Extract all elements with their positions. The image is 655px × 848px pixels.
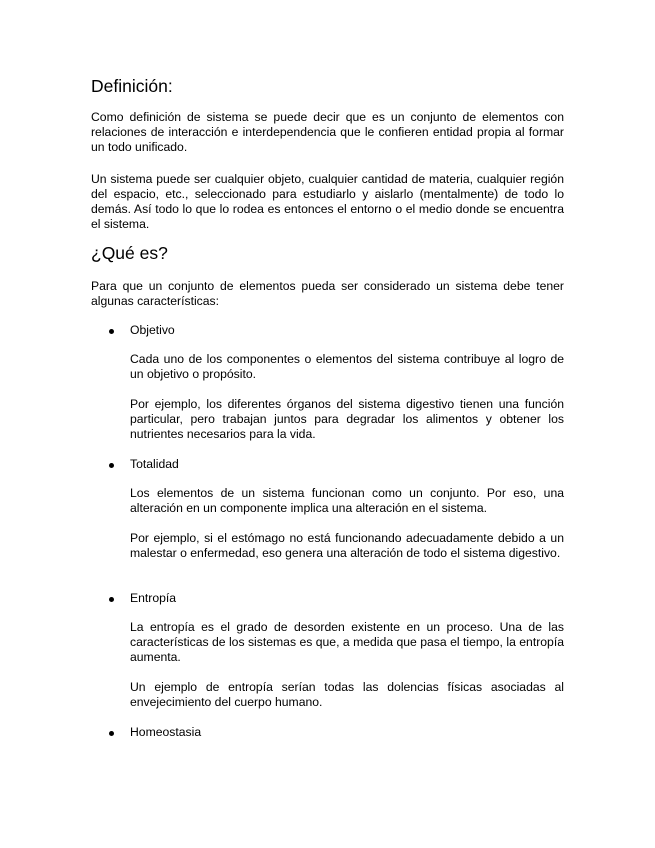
que-es-intro: Para que un conjunto de elementos pueda ser considerado un sistema debe tener algunas características: xyxy=(91,279,564,308)
bullet-icon xyxy=(109,463,114,468)
entropia-paragraph-2: Un ejemplo de entropía serían todas las dolencias físicas asociadas al envejecimiento del cuerpo humano. xyxy=(130,680,564,709)
list-item-label: Homeostasia xyxy=(130,725,202,739)
totalidad-paragraph-2: Por ejemplo, si el estómago no está funcionando adecuadamente debido a un malestar o enfermedad, eso genera una alteración de todo el sistema digestivo. xyxy=(130,531,564,560)
entropia-paragraph-1: La entropía es el grado de desorden existente en un proceso. Una de las características de los sistemas es que, a medida que pasa el tiempo, la entropía aumenta. xyxy=(130,620,564,664)
section-title-definicion: Definición: xyxy=(91,76,173,96)
bullet-icon xyxy=(109,329,114,334)
list-item-label: Entropía xyxy=(130,591,177,605)
list-item-label: Totalidad xyxy=(130,457,179,471)
bullet-icon xyxy=(109,597,114,602)
list-item-label: Objetivo xyxy=(130,323,175,337)
objetivo-paragraph-1: Cada uno de los componentes o elementos del sistema contribuye al logro de un objetivo o propósito. xyxy=(130,352,564,381)
section-title-que-es: ¿Qué es? xyxy=(91,243,168,263)
definicion-paragraph-1: Como definición de sistema se puede decir que es un conjunto de elementos con relaciones de interacción e interdependencia que le confieren entidad propia al formar un todo unificado. xyxy=(91,110,564,154)
definicion-paragraph-2: Un sistema puede ser cualquier objeto, cualquier cantidad de materia, cualquier región del espacio, etc., seleccionado para estudiarlo y aislarlo (mentalmente) de todo lo demás. Así todo lo que lo rodea es entonces el entorno o el medio donde se encuentra el sistema. xyxy=(91,172,564,231)
objetivo-paragraph-2: Por ejemplo, los diferentes órganos del sistema digestivo tienen una función particular, pero trabajan juntos para degradar los alimentos y obtener los nutrientes necesarios para la vida. xyxy=(130,397,564,441)
totalidad-paragraph-1: Los elementos de un sistema funcionan como un conjunto. Por eso, una alteración en un componente implica una alteración en el sistema. xyxy=(130,486,564,515)
bullet-icon xyxy=(109,731,114,736)
